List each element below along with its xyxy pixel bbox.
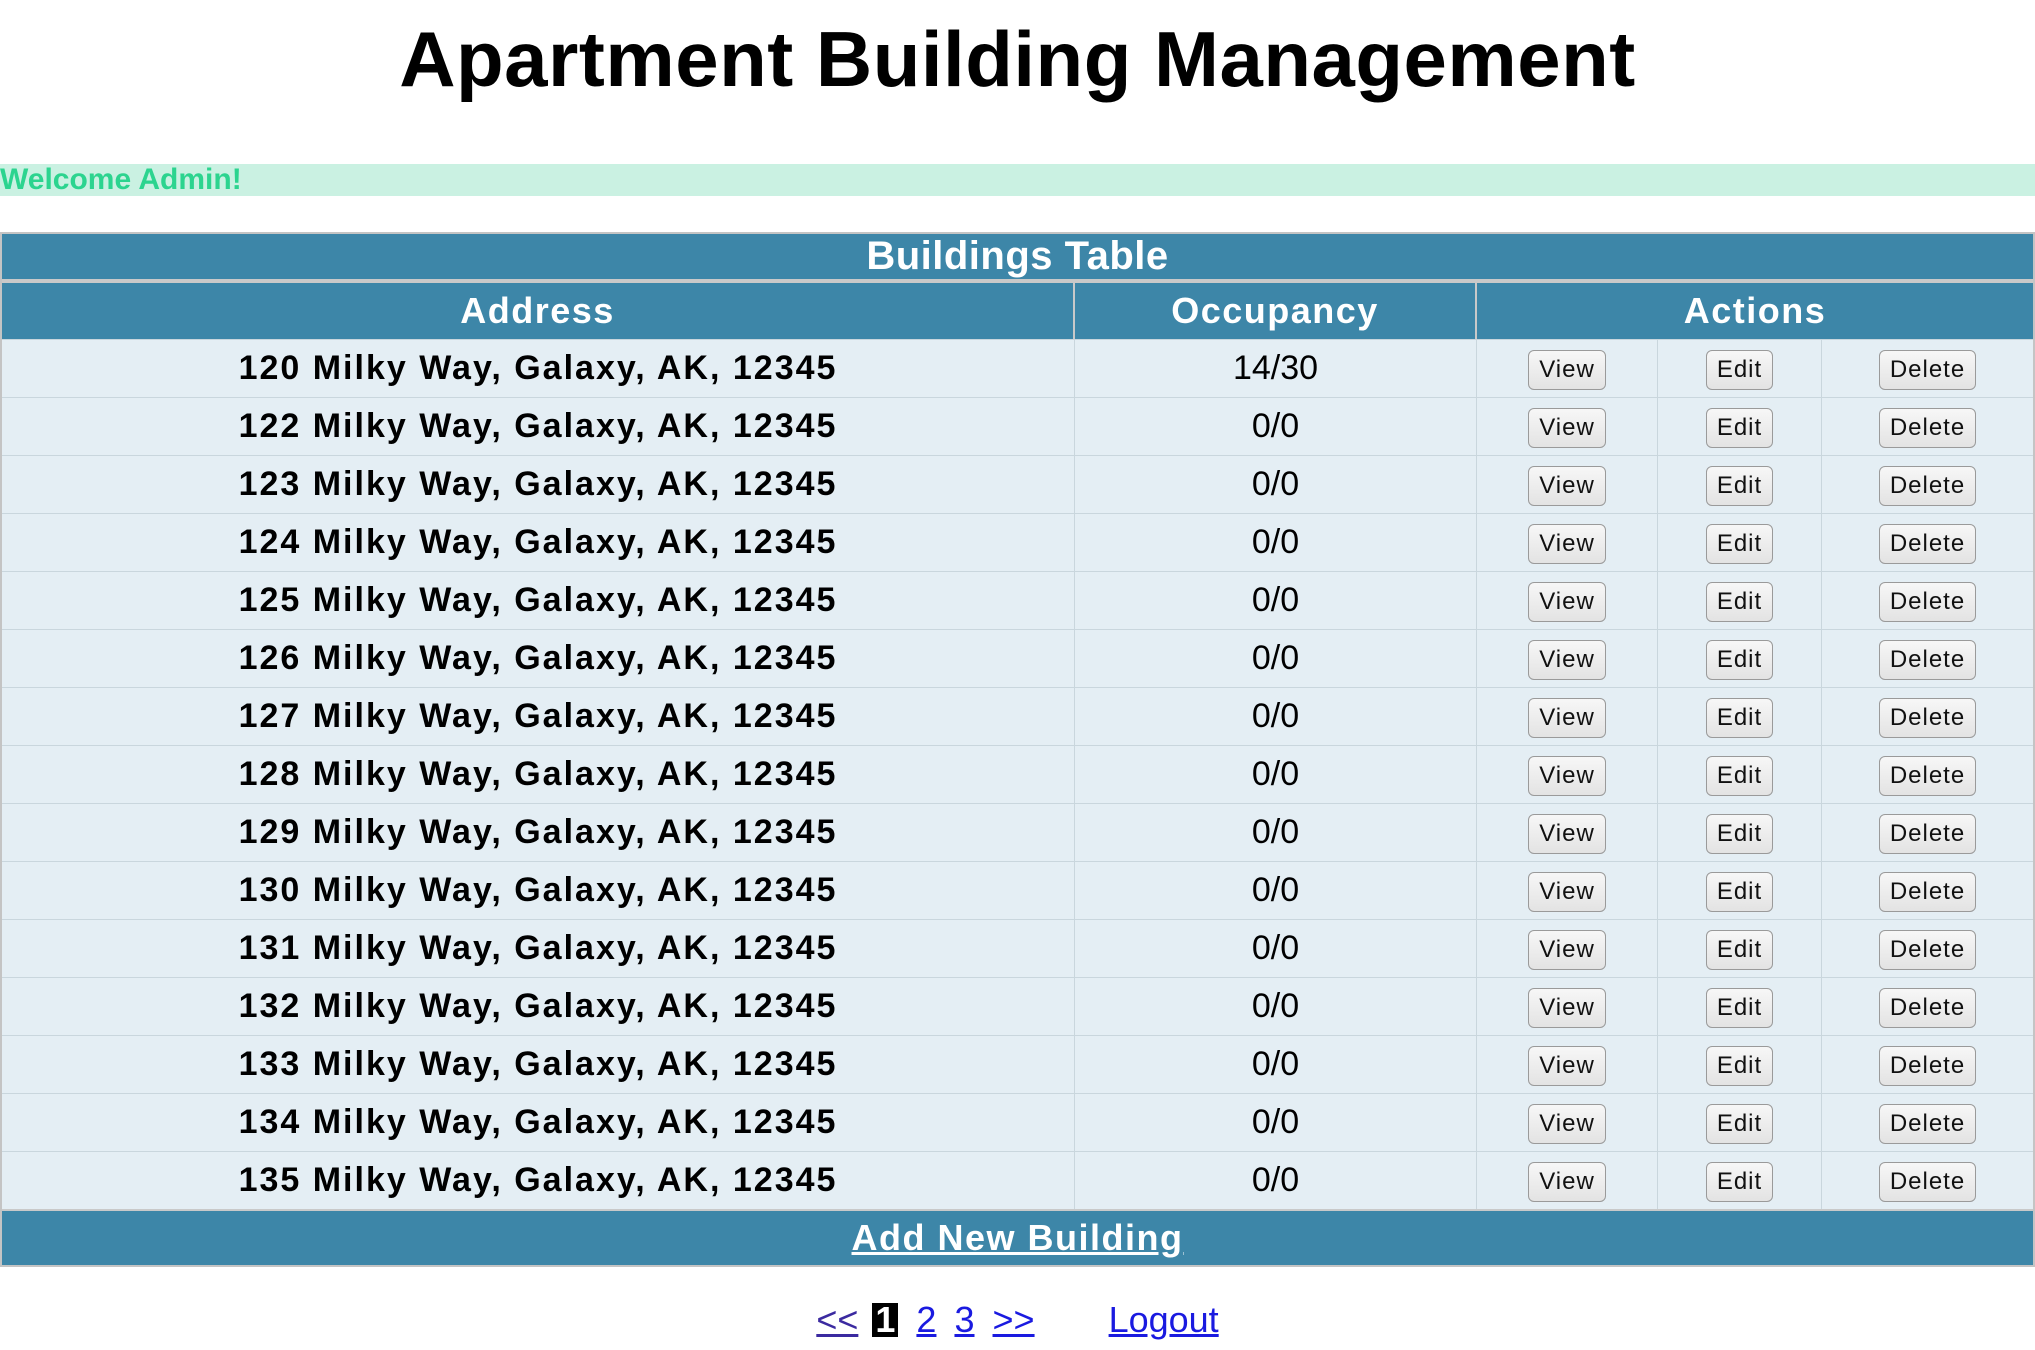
view-cell <box>1477 803 1658 861</box>
view-button[interactable]: View <box>1528 988 1606 1028</box>
pagination-prev-link[interactable]: << <box>816 1299 859 1340</box>
address-cell: 133 Milky Way, Galaxy, AK, 12345 <box>2 1035 1075 1093</box>
view-cell <box>1477 861 1658 919</box>
buildings-table <box>0 232 2035 1267</box>
delete-button[interactable]: Delete <box>1879 408 1976 448</box>
edit-button[interactable]: Edit <box>1706 930 1773 970</box>
edit-cell <box>1658 455 1822 513</box>
delete-button[interactable]: Delete <box>1879 756 1976 796</box>
edit-cell <box>1658 745 1822 803</box>
delete-cell <box>1822 803 2033 861</box>
edit-button[interactable]: Edit <box>1706 1104 1773 1144</box>
address-cell: 124 Milky Way, Galaxy, AK, 12345 <box>2 513 1075 571</box>
address-cell: 128 Milky Way, Galaxy, AK, 12345 <box>2 745 1075 803</box>
address-cell: 135 Milky Way, Galaxy, AK, 12345 <box>2 1151 1075 1209</box>
delete-button[interactable]: Delete <box>1879 1162 1976 1202</box>
occupancy-cell: 0/0 <box>1075 513 1477 571</box>
table-body <box>2 339 2033 1209</box>
address-cell: 132 Milky Way, Galaxy, AK, 12345 <box>2 977 1075 1035</box>
delete-button[interactable]: Delete <box>1879 640 1976 680</box>
occupancy-cell: 0/0 <box>1075 745 1477 803</box>
delete-cell <box>1822 861 2033 919</box>
view-cell <box>1477 455 1658 513</box>
pagination-next-link[interactable]: >> <box>992 1299 1035 1340</box>
table-row <box>2 397 2033 455</box>
table-footer <box>2 1209 2033 1265</box>
view-button[interactable]: View <box>1528 524 1606 564</box>
address-cell: 127 Milky Way, Galaxy, AK, 12345 <box>2 687 1075 745</box>
occupancy-cell: 0/0 <box>1075 1035 1477 1093</box>
edit-button[interactable]: Edit <box>1706 524 1773 564</box>
occupancy-cell: 0/0 <box>1075 919 1477 977</box>
edit-cell <box>1658 1035 1822 1093</box>
occupancy-cell: 0/0 <box>1075 861 1477 919</box>
table-row <box>2 977 2033 1035</box>
delete-cell <box>1822 513 2033 571</box>
delete-cell <box>1822 397 2033 455</box>
occupancy-cell: 0/0 <box>1075 629 1477 687</box>
delete-cell <box>1822 629 2033 687</box>
view-cell <box>1477 629 1658 687</box>
delete-button[interactable]: Delete <box>1879 988 1976 1028</box>
table-row <box>2 803 2033 861</box>
view-button[interactable]: View <box>1528 350 1606 390</box>
delete-cell <box>1822 919 2033 977</box>
edit-button[interactable]: Edit <box>1706 408 1773 448</box>
occupancy-cell: 0/0 <box>1075 687 1477 745</box>
edit-button[interactable]: Edit <box>1706 1162 1773 1202</box>
view-cell <box>1477 1151 1658 1209</box>
table-row <box>2 1151 2033 1209</box>
table-row <box>2 629 2033 687</box>
view-cell <box>1477 513 1658 571</box>
address-cell: 122 Milky Way, Galaxy, AK, 12345 <box>2 397 1075 455</box>
delete-cell <box>1822 339 2033 397</box>
table-row <box>2 513 2033 571</box>
delete-cell <box>1822 455 2033 513</box>
address-cell: 134 Milky Way, Galaxy, AK, 12345 <box>2 1093 1075 1151</box>
view-button[interactable]: View <box>1528 1162 1606 1202</box>
edit-cell <box>1658 919 1822 977</box>
view-button[interactable]: View <box>1528 698 1606 738</box>
delete-button[interactable]: Delete <box>1879 814 1976 854</box>
occupancy-cell: 0/0 <box>1075 1151 1477 1209</box>
edit-button[interactable]: Edit <box>1706 582 1773 622</box>
address-cell: 131 Milky Way, Galaxy, AK, 12345 <box>2 919 1075 977</box>
edit-button[interactable]: Edit <box>1706 640 1773 680</box>
view-button[interactable]: View <box>1528 1046 1606 1086</box>
delete-cell <box>1822 1151 2033 1209</box>
address-cell: 120 Milky Way, Galaxy, AK, 12345 <box>2 339 1075 397</box>
pagination-page-2-link[interactable]: 2 <box>916 1299 937 1340</box>
edit-button[interactable]: Edit <box>1706 1046 1773 1086</box>
edit-button[interactable]: Edit <box>1706 350 1773 390</box>
delete-button[interactable]: Delete <box>1879 1046 1976 1086</box>
edit-cell <box>1658 571 1822 629</box>
table-row <box>2 861 2033 919</box>
view-button[interactable]: View <box>1528 640 1606 680</box>
view-cell <box>1477 1035 1658 1093</box>
table-row <box>2 339 2033 397</box>
view-cell <box>1477 977 1658 1035</box>
edit-cell <box>1658 397 1822 455</box>
occupancy-cell: 0/0 <box>1075 977 1477 1035</box>
view-cell <box>1477 571 1658 629</box>
edit-cell <box>1658 629 1822 687</box>
view-cell <box>1477 745 1658 803</box>
table-row <box>2 687 2033 745</box>
occupancy-cell: 14/30 <box>1075 339 1477 397</box>
edit-button[interactable]: Edit <box>1706 466 1773 506</box>
address-cell: 126 Milky Way, Galaxy, AK, 12345 <box>2 629 1075 687</box>
pagination-current-page: 1 <box>872 1303 898 1337</box>
delete-button[interactable]: Delete <box>1879 466 1976 506</box>
address-cell: 129 Milky Way, Galaxy, AK, 12345 <box>2 803 1075 861</box>
edit-button[interactable]: Edit <box>1706 698 1773 738</box>
delete-button[interactable]: Delete <box>1879 698 1976 738</box>
view-button[interactable]: View <box>1528 408 1606 448</box>
column-header-occupancy: Occupancy <box>1075 283 1477 339</box>
address-cell: 130 Milky Way, Galaxy, AK, 12345 <box>2 861 1075 919</box>
delete-button[interactable]: Delete <box>1879 930 1976 970</box>
delete-cell <box>1822 977 2033 1035</box>
edit-cell <box>1658 861 1822 919</box>
view-cell <box>1477 687 1658 745</box>
add-new-building-link[interactable]: Add New Building <box>851 1217 1184 1258</box>
view-cell <box>1477 339 1658 397</box>
edit-cell <box>1658 803 1822 861</box>
edit-cell <box>1658 687 1822 745</box>
edit-cell <box>1658 1093 1822 1151</box>
pagination-page-3-link[interactable]: 3 <box>954 1299 975 1340</box>
occupancy-cell: 0/0 <box>1075 455 1477 513</box>
address-cell: 123 Milky Way, Galaxy, AK, 12345 <box>2 455 1075 513</box>
delete-button[interactable]: Delete <box>1879 350 1976 390</box>
column-header-address: Address <box>2 283 1075 339</box>
address-cell: 125 Milky Way, Galaxy, AK, 12345 <box>2 571 1075 629</box>
delete-cell <box>1822 571 2033 629</box>
edit-cell <box>1658 513 1822 571</box>
page-title: Apartment Building Management <box>399 15 1636 103</box>
edit-cell <box>1658 339 1822 397</box>
delete-cell <box>1822 1035 2033 1093</box>
occupancy-cell: 0/0 <box>1075 1093 1477 1151</box>
table-row <box>2 455 2033 513</box>
delete-cell <box>1822 687 2033 745</box>
occupancy-cell: 0/0 <box>1075 571 1477 629</box>
table-row <box>2 571 2033 629</box>
table-caption: Buildings Table <box>2 234 2033 283</box>
view-cell <box>1477 397 1658 455</box>
delete-button[interactable]: Delete <box>1879 1104 1976 1144</box>
buildings-table-wrapper <box>0 232 2035 1267</box>
logout-link[interactable]: Logout <box>1108 1299 1219 1340</box>
view-button[interactable]: View <box>1528 582 1606 622</box>
view-button[interactable]: View <box>1528 756 1606 796</box>
delete-button[interactable]: Delete <box>1879 582 1976 622</box>
table-row <box>2 919 2033 977</box>
view-button[interactable]: View <box>1528 1104 1606 1144</box>
edit-button[interactable]: Edit <box>1706 988 1773 1028</box>
delete-cell <box>1822 1093 2033 1151</box>
pagination <box>0 1299 2035 1341</box>
edit-button[interactable]: Edit <box>1706 872 1773 912</box>
view-cell <box>1477 919 1658 977</box>
view-button[interactable]: View <box>1528 930 1606 970</box>
delete-button[interactable]: Delete <box>1879 872 1976 912</box>
table-row <box>2 1093 2033 1151</box>
edit-cell <box>1658 1151 1822 1209</box>
welcome-banner: Welcome Admin! <box>0 164 2035 196</box>
edit-button[interactable]: Edit <box>1706 756 1773 796</box>
view-button[interactable]: View <box>1528 466 1606 506</box>
view-button[interactable]: View <box>1528 872 1606 912</box>
delete-cell <box>1822 745 2033 803</box>
edit-cell <box>1658 977 1822 1035</box>
edit-button[interactable]: Edit <box>1706 814 1773 854</box>
occupancy-cell: 0/0 <box>1075 803 1477 861</box>
view-button[interactable]: View <box>1528 814 1606 854</box>
column-header-actions: Actions <box>1477 283 2033 339</box>
delete-button[interactable]: Delete <box>1879 524 1976 564</box>
view-cell <box>1477 1093 1658 1151</box>
table-row <box>2 745 2033 803</box>
occupancy-cell: 0/0 <box>1075 397 1477 455</box>
table-row <box>2 1035 2033 1093</box>
